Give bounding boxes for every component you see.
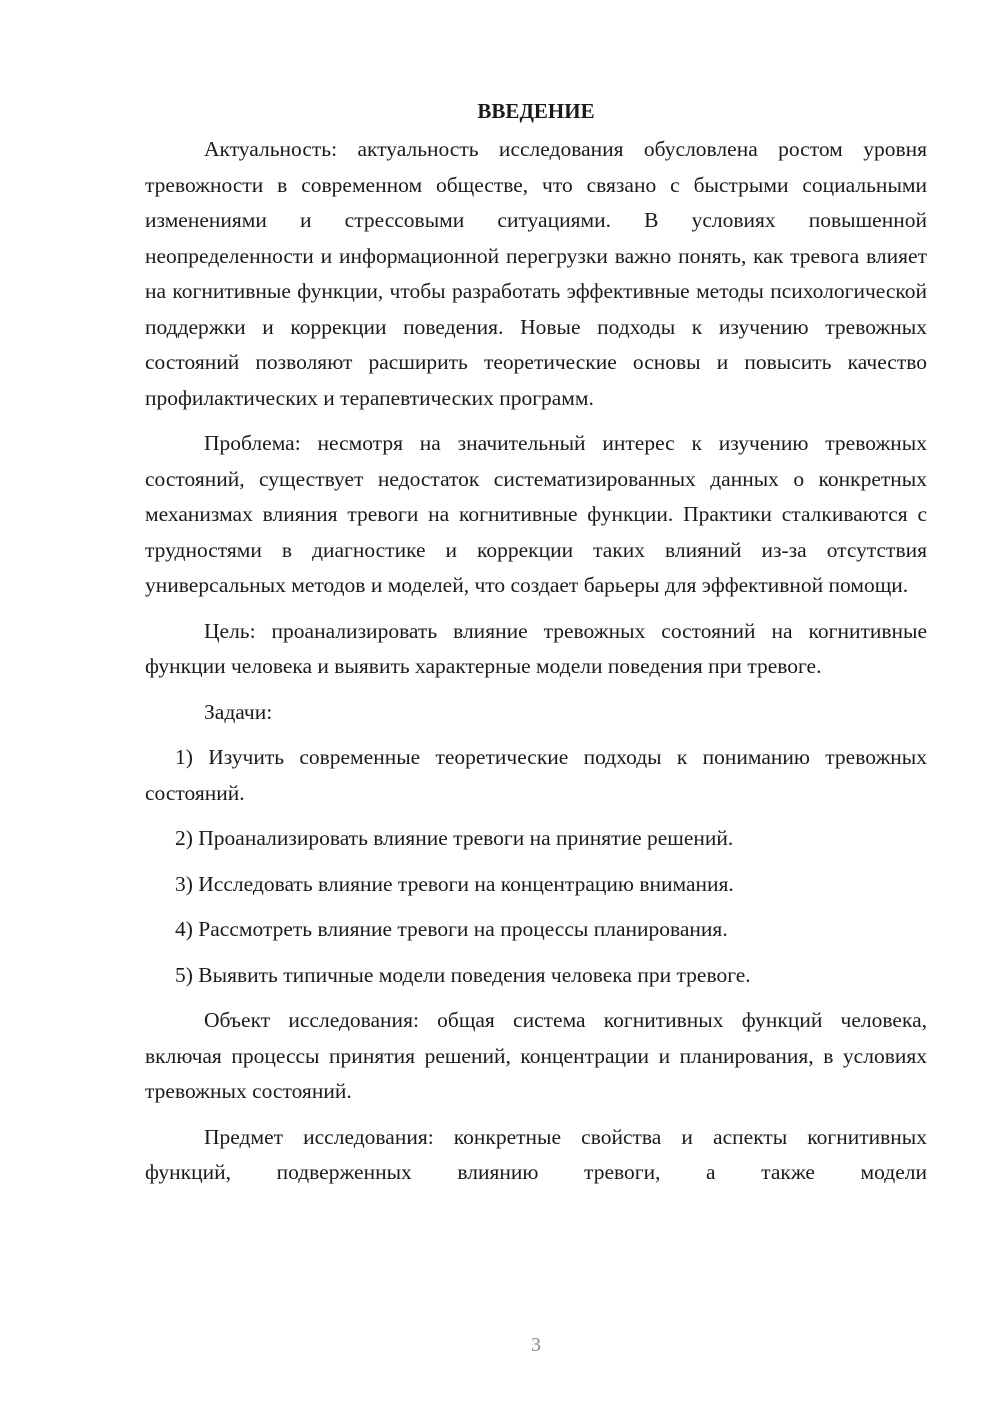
subject-paragraph: Предмет исследования: конкретные свойства и аспекты когнитивных функций, подверженных влиянию тревоги, а также модели <box>145 1124 927 1184</box>
task-item: 2) Проанализировать влияние тревоги на принятие решений. <box>175 826 734 850</box>
problem-paragraph: Проблема: несмотря на значительный интерес к изучению тревожных состояний, существует недостаток систематизированных данных о конкретных механизмах влияния тревоги на когнитивные функции. Практики сталкиваются с трудностями в диагностике и коррекции таких влияний из-за отсутствия универсальных методов и моделей, что создает барьеры для эффективной помощи. <box>145 431 927 597</box>
task-item: 3) Исследовать влияние тревоги на концентрацию внимания. <box>175 871 734 896</box>
object-paragraph: Объект исследования: общая система когнитивных функций человека, включая процессы принятия решений, концентрации и планирования, в условиях тревожных состояний. <box>145 1008 927 1103</box>
tasks-label: Задачи: <box>204 699 273 724</box>
task-item: 4) Рассмотреть влияние тревоги на процессы планирования. <box>175 917 728 941</box>
relevance-paragraph: Актуальность: актуальность исследования обусловлена ростом уровня тревожности в современном обществе, что связано с быстрыми социальными изменениями и стрессовыми ситуациями. В условиях повышенной неопределенности и информационной перегрузки важно понять, как тревога влияет на когнитивные функции, чтобы разработать эффективные методы психологической поддержки и коррекции поведения. Новые подходы к изучению тревожных состояний позволяют расширить теоретические основы и повысить качество профилактических и терапевтических программ. <box>145 137 927 410</box>
page-content <box>145 92 927 1201</box>
section-heading: ВВЕДЕНИЕ <box>477 99 595 123</box>
goal-paragraph: Цель: проанализировать влияние тревожных состояний на когнитивные функции человека и выявить характерные модели поведения при тревоге. <box>145 618 927 678</box>
task-item: 1) Изучить современные теоретические подходы к пониманию тревожных состояний. <box>145 745 927 805</box>
page-number: 3 <box>531 1334 541 1356</box>
task-item: 5) Выявить типичные модели поведения человека при тревоге. <box>175 962 751 987</box>
